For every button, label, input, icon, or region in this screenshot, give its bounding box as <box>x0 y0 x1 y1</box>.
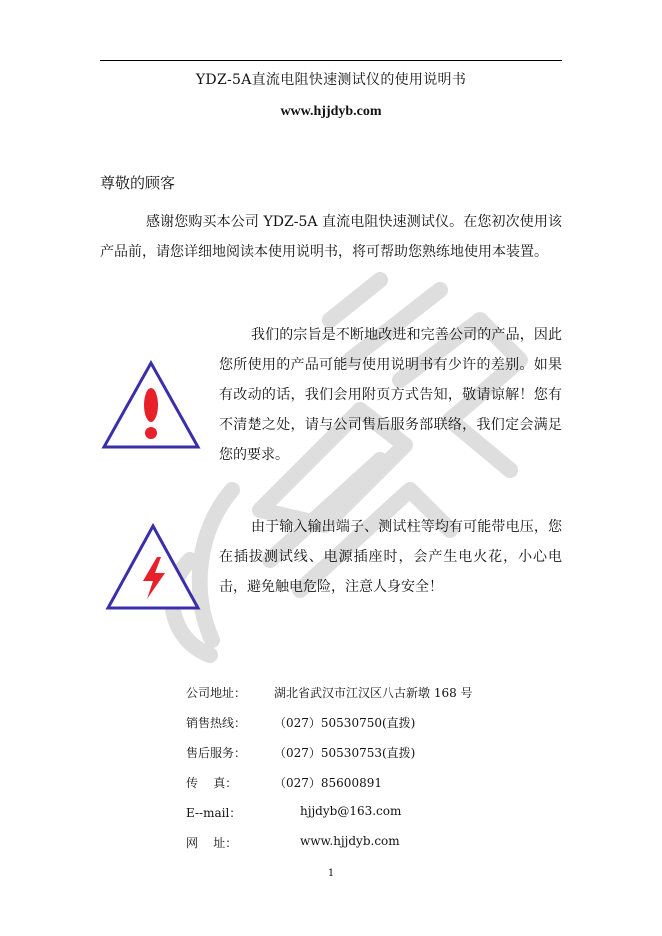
notice-safety-paragraph: 由于输入输出端子、测试柱等均有可能带电压，您在插拔测试线、电源插座时，会产生电火花，小心电击，避免触电危险，注意人身安全！ <box>219 519 562 595</box>
contact-label: 网 址： <box>186 836 238 850</box>
page-number: 1 <box>327 868 335 879</box>
contact-label: 销售热线： <box>186 716 247 730</box>
contact-value: 湖北省武汉市江汉区八古新墩 168 号 <box>274 686 473 700</box>
contact-value: hjjdyb@163.com <box>300 804 402 818</box>
contact-value: www.hjjdyb.com <box>300 834 400 848</box>
contact-label: 公司地址： <box>186 686 247 700</box>
contact-label: E--mail： <box>186 806 242 820</box>
warning-icon-container <box>101 360 201 454</box>
contact-label: 传 真： <box>186 776 238 790</box>
contact-value: （027）50530753(直拨) <box>274 746 416 760</box>
high-voltage-triangle-icon <box>105 523 201 611</box>
greeting: 尊敬的顾客 <box>100 174 176 192</box>
contact-value: （027）85600891 <box>274 776 382 790</box>
electric-warning-container <box>105 523 201 615</box>
header-rule <box>100 60 562 61</box>
notice-changes-paragraph: 我们的宗旨是不断地改进和完善公司的产品，因此您所使用的产品可能与使用说明书有少许的差别。如果有改动的话，我们会用附页方式告知，敬请谅解！您有不清楚之处，请与公司售后服务部联络，我们定会满足您的要求。 <box>219 327 562 463</box>
contact-value: （027）50530750(直拨) <box>274 716 416 730</box>
contact-label: 售后服务： <box>186 746 247 760</box>
document-title: YDZ-5A直流电阻快速测试仪的使用说明书 <box>195 72 467 88</box>
website-header: www.hjjdyb.com <box>280 104 382 119</box>
intro-paragraph: 感谢您购买本公司 YDZ-5A 直流电阻快速测试仪。在您初次使用该产品前，请您详细地阅读本使用说明书，将可帮助您熟练地使用本装置。 <box>100 214 562 260</box>
exclamation-warning-triangle-icon <box>101 360 201 450</box>
